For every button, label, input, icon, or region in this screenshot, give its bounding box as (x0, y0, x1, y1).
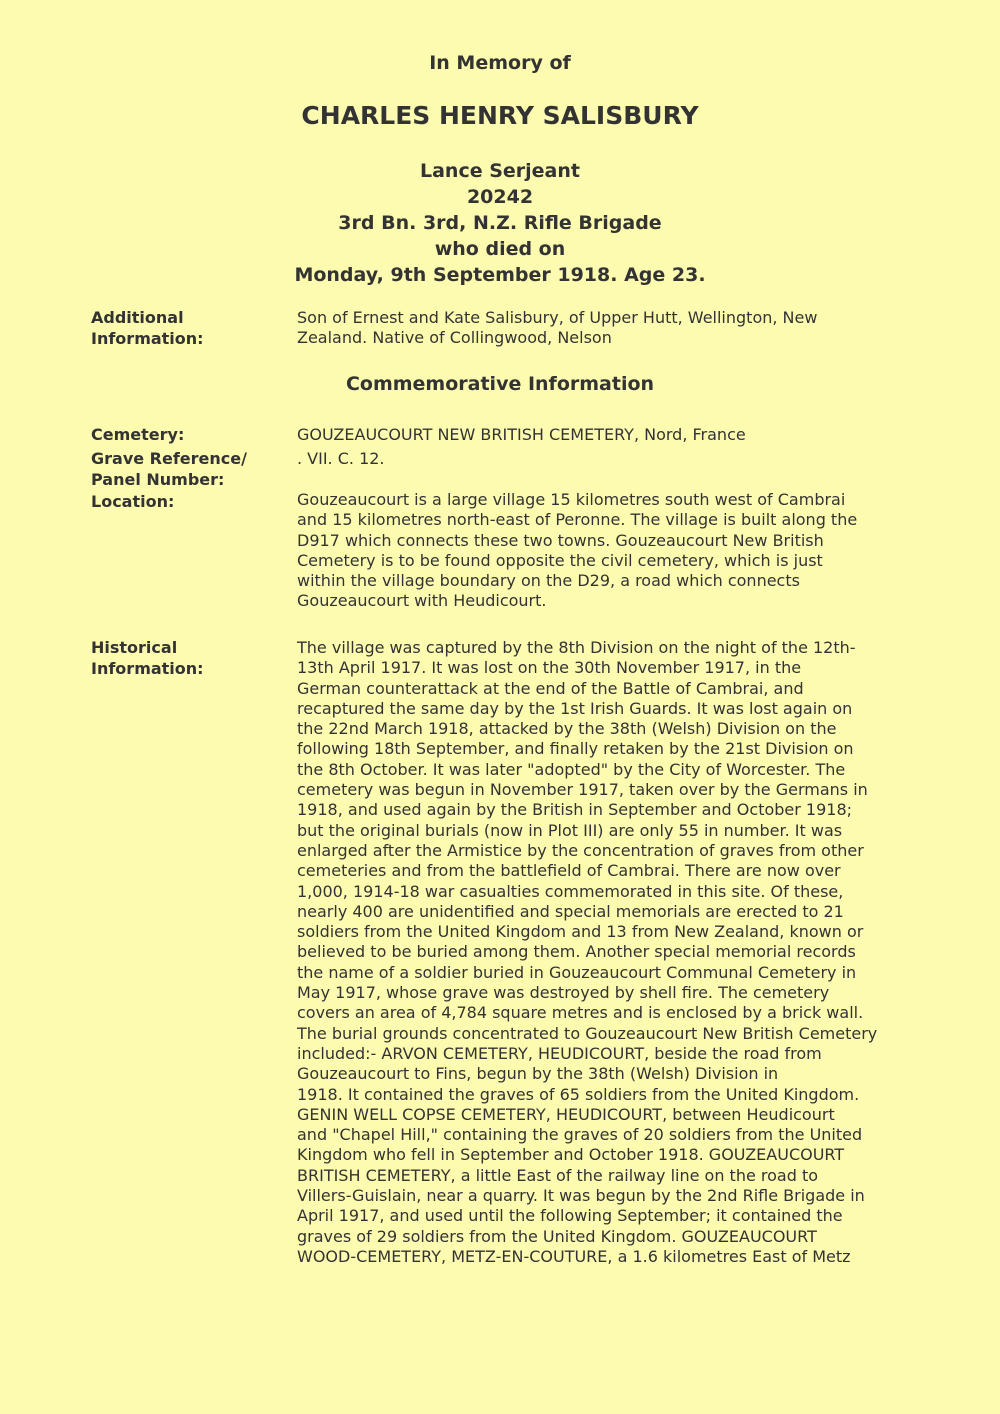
historical-line: Villers-Guislain, near a quarry. It was begun by the 2nd Rifle Brigade in (297, 1186, 865, 1206)
historical-line: May 1917, whose grave was destroyed by shell fire. The cemetery (297, 983, 830, 1003)
historical-line: Gouzeaucourt to Fins, begun by the 38th (Welsh) Division in (297, 1064, 779, 1084)
historical-line: enlarged after the Armistice by the concentration of graves from other (297, 840, 864, 860)
historical-line: soldiers from the United Kingdom and 13 from New Zealand, known or (297, 922, 864, 942)
date-and-age: Monday, 9th September 1918. Age 23. (294, 264, 706, 286)
location-line: Gouzeaucourt with Heudicourt. (297, 591, 547, 611)
historical-line: the 22nd March 1918, attacked by the 38th (Welsh) Division on the (297, 719, 837, 739)
rank: Lance Serjeant (420, 160, 580, 182)
historical-line: cemeteries and from the battlefield of Cambrai. There are now over (297, 861, 841, 881)
historical-line: 1918. It contained the graves of 65 soldiers from the United Kingdom. (297, 1084, 860, 1104)
location-line: Cemetery is to be found opposite the civil cemetery, which is just (297, 550, 823, 570)
historical-line: believed to be buried among them. Another special memorial records (297, 942, 856, 962)
cemetery-label: Cemetery: (91, 425, 185, 444)
historical-line: cemetery was begun in November 1917, taken over by the Germans in (297, 780, 868, 800)
location-label: Location: (91, 492, 175, 511)
historical-line: The burial grounds concentrated to Gouzeaucourt New British Cemetery (297, 1023, 878, 1043)
historical-line: The village was captured by the 8th Division on the night of the 12th- (297, 638, 856, 657)
location-line: and 15 kilometres north-east of Peronne. The village is built along the (297, 510, 858, 530)
historical-line: the 8th October. It was later "adopted" by the City of Worcester. The (297, 759, 846, 779)
location-line: D917 which connects these two towns. Gouzeaucourt New British (297, 530, 824, 550)
grave-reference-label: Grave Reference/ Panel Number: (91, 449, 247, 489)
location-line: Gouzeaucourt is a large village 15 kilometres south west of Cambrai (297, 490, 846, 509)
service-number: 20242 (466, 186, 534, 208)
historical-line: nearly 400 are unidentified and special memorials are erected to 21 (297, 901, 844, 921)
historical-line: GENIN WELL COPSE CEMETERY, HEUDICOURT, between Heudicourt (297, 1104, 835, 1124)
in-memory-heading: In Memory of (429, 52, 571, 74)
historical-line: included:- ARVON CEMETERY, HEUDICOURT, beside the road from (297, 1043, 822, 1063)
location-line: within the village boundary on the D29, a road which connects (297, 571, 800, 591)
historical-line: graves of 29 soldiers from the United Kingdom. GOUZEAUCOURT (297, 1226, 817, 1246)
historical-line: recaptured the same day by the 1st Irish Guards. It was lost again on (297, 698, 853, 718)
historical-line: but the original burials (now in Plot III) are only 55 in number. It was (297, 820, 843, 840)
historical-line: and "Chapel Hill," containing the graves of 20 soldiers from the United (297, 1125, 863, 1145)
additional-information-label: Additional Information: (91, 308, 204, 348)
historical-information-text (297, 638, 907, 1267)
historical-line: WOOD-CEMETERY, METZ-EN-COUTURE, a 1.6 kilometres East of Metz (297, 1246, 851, 1266)
who-died-text: who died on (434, 238, 566, 260)
historical-line: 1918, and used again by the British in September and October 1918; (297, 800, 853, 820)
historical-line: 13th April 1917. It was lost on the 30th November 1917, in the (297, 658, 802, 678)
service-details (0, 158, 1000, 288)
historical-line: following 18th September, and finally retaken by the 21st Division on (297, 739, 854, 759)
cemetery-value: GOUZEAUCOURT NEW BRITISH CEMETERY, Nord, France (297, 425, 746, 444)
soldier-name: CHARLES HENRY SALISBURY (301, 101, 699, 130)
unit: 3rd Bn. 3rd, N.Z. Rifle Brigade (338, 212, 662, 234)
historical-line: Kingdom who fell in September and October 1918. GOUZEAUCOURT (297, 1145, 845, 1165)
historical-line: BRITISH CEMETERY, a little East of the railway line on the road to (297, 1165, 819, 1185)
historical-line: covers an area of 4,784 square metres and is enclosed by a brick wall. (297, 1003, 864, 1023)
historical-information-label: Historical Information: (91, 638, 204, 678)
commemorative-information-heading: Commemorative Information (345, 373, 655, 395)
grave-reference-value: . VII. C. 12. (297, 449, 385, 468)
historical-line: German counterattack at the end of the Battle of Cambrai, and (297, 678, 804, 698)
historical-line: April 1917, and used until the following September; it contained the (297, 1206, 843, 1226)
historical-line: the name of a soldier buried in Gouzeaucourt Communal Cemetery in (297, 962, 857, 982)
location-text (297, 490, 907, 612)
additional-information-text: Son of Ernest and Kate Salisbury, of Upper Hutt, Wellington, New Zealand. Native of Collingwood, Nelson (297, 308, 818, 348)
historical-line: 1,000, 1914-18 war casualties commemorated in this site. Of these, (297, 881, 844, 901)
